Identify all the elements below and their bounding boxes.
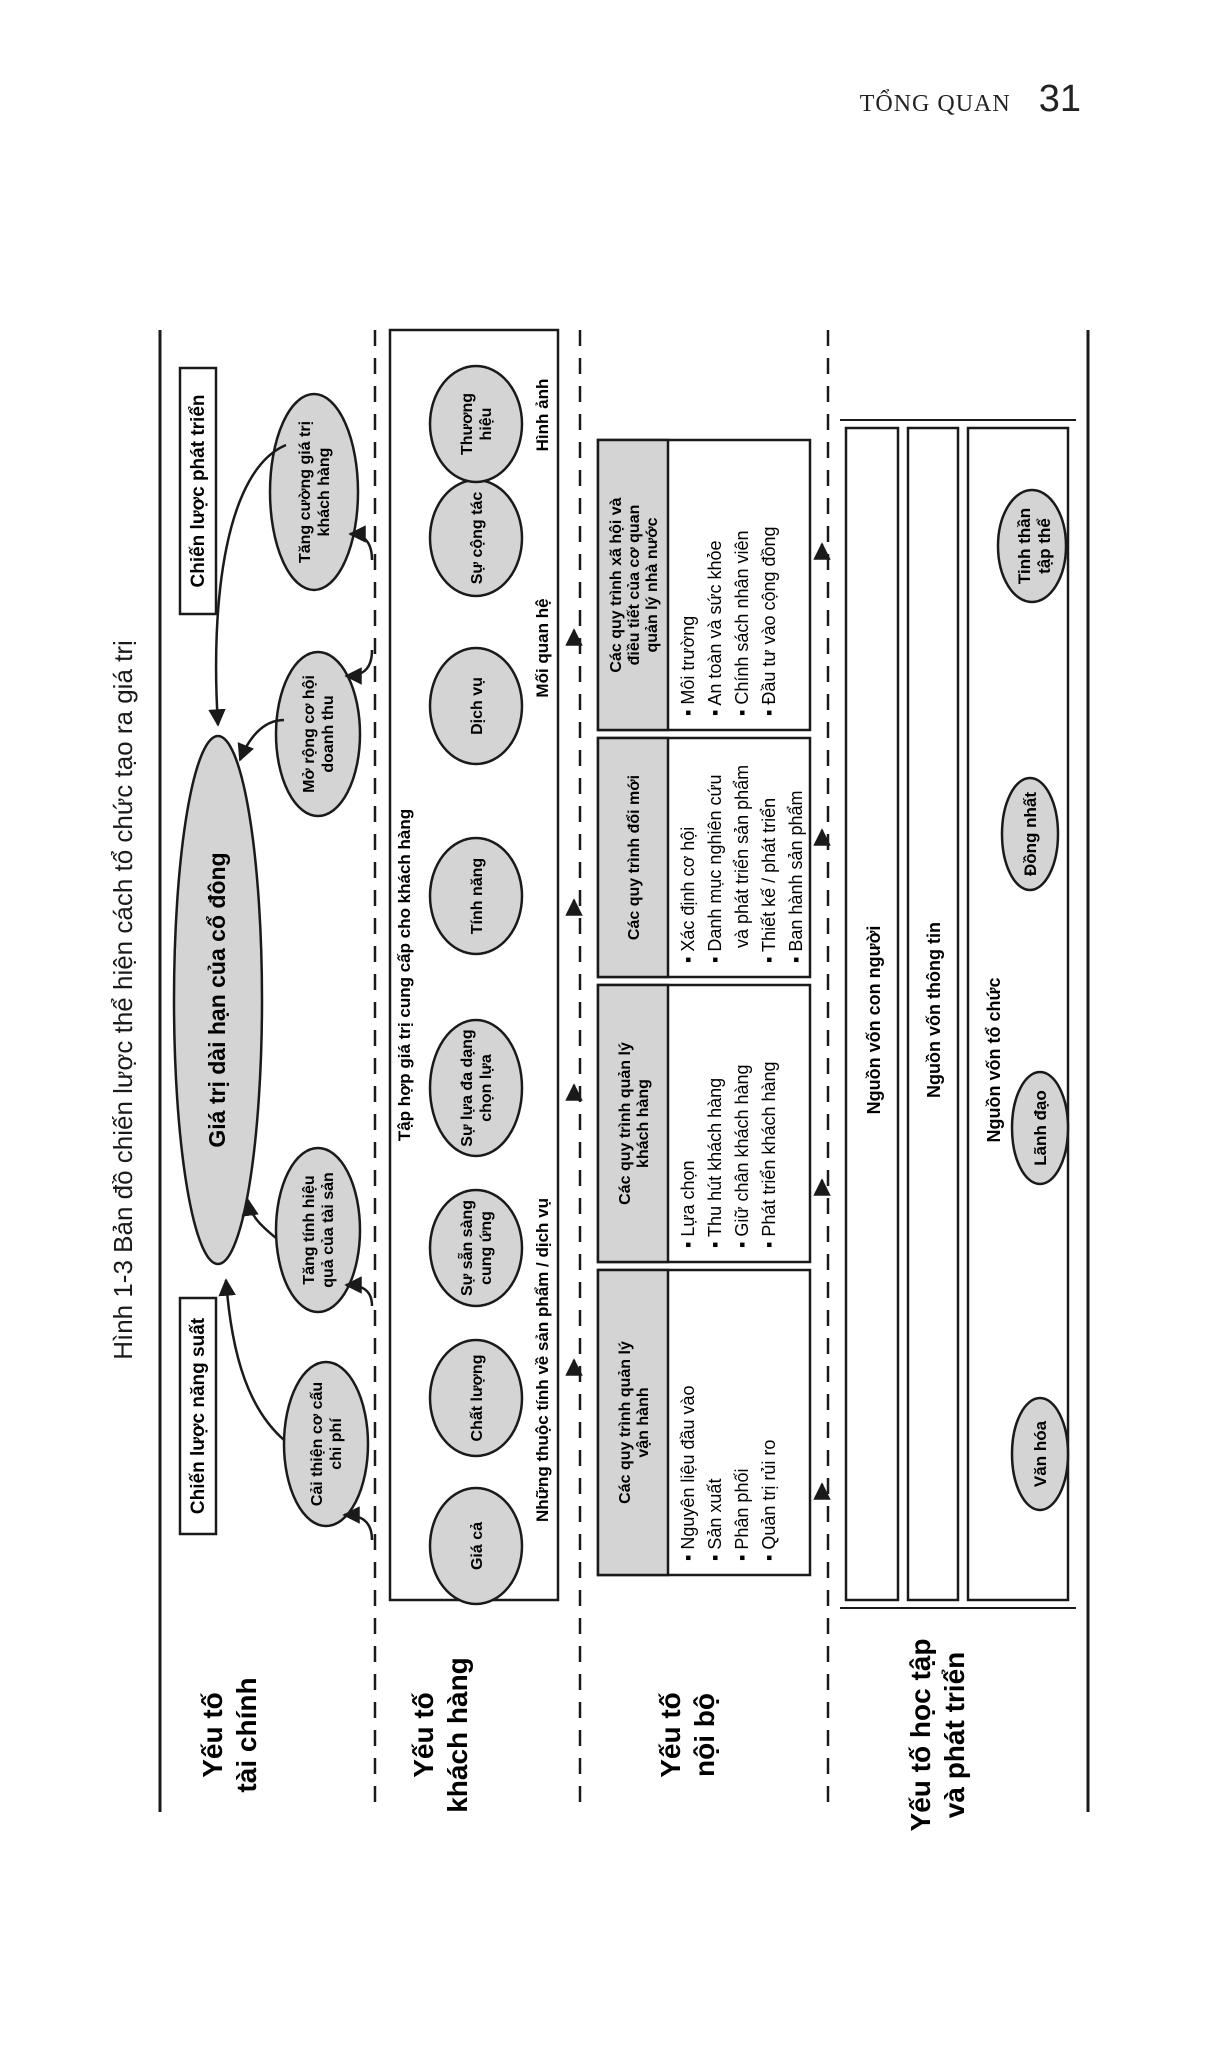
internal-box-operations-item: ▪ Nguyên liệu đầu vào [678, 1385, 698, 1561]
customer-item-service-label: Dịch vụ [469, 677, 486, 735]
customer-item-brand-ellipse [430, 366, 522, 482]
internal-process-boxes [598, 440, 810, 1575]
internal-box-innovation-item: ▪ Danh mục nghiên cứu [705, 774, 725, 963]
row-label-internal: Yếu tố nội bộ [655, 1692, 720, 1778]
internal-box-customer-management-item: ▪ Giữ chân khách hàng [732, 1064, 752, 1248]
teamwork-label: Tinh thầntập thể [1015, 507, 1054, 585]
row-label-learning: Yếu tố học tập và phát triển [905, 1638, 970, 1832]
internal-box-regulatory-social-item: ▪ An toàn và sức khỏe [705, 540, 725, 716]
internal-box-innovation-item: ▪ Ban hành sản phẩm [786, 790, 806, 963]
internal-box-operations-item: ▪ Quản trị rủi ro [759, 1439, 779, 1561]
customer-value-ellipse [270, 394, 358, 590]
productivity-strategy-label: Chiến lược năng suất [188, 1317, 209, 1515]
row-label-financial: Yếu tố tài chính [197, 1677, 262, 1793]
internal-box-regulatory-social-title: Các quy trình xã hội vàđiều tiết của cơ quanquản lý nhà nước [608, 497, 661, 673]
culture-label: Văn hóa [1031, 1420, 1050, 1488]
internal-box-regulatory-social-item: ▪ Đầu tư vào cộng đồng [759, 526, 779, 716]
customer-item-selection-ellipse [430, 1020, 522, 1156]
internal-box-innovation-item: ▪ Thiết kế / phát triển [759, 797, 779, 963]
customer-item-brand-label: Thương hiệu [459, 392, 495, 456]
relationship-label: Mối quan hệ [533, 598, 552, 698]
value-proposition-label: Tập hợp giá trị cung cấp cho khách hàng [395, 808, 414, 1142]
customer-item-selection-label: Sự lựa đa dạng chọn lựa [459, 1029, 495, 1147]
image-label: Hình ảnh [533, 378, 552, 452]
page-number: 31 [1038, 78, 1081, 120]
revenue-opportunities-label: Mở rộng cơ hội doanh thu [301, 675, 337, 793]
internal-box-regulatory-social-item: ▪ Chính sách nhân viên [732, 530, 752, 716]
figure-caption: Hình 1-3 Bản đồ chiến lược thể hiện cách tổ chức tạo ra giá trị [108, 640, 138, 1360]
internal-box-customer-management-item: ▪ Phát triển khách hàng [759, 1061, 779, 1248]
growth-strategy-label: Chiến lược phát triển [188, 394, 209, 588]
customer-item-quality-label: Chất lượng [469, 1354, 486, 1442]
asset-utilization-ellipse [276, 1148, 360, 1312]
organization-capital-label: Nguồn vốn tổ chức [984, 977, 1004, 1143]
human-capital-label: Nguồn vốn con người [864, 925, 884, 1115]
row-label-customer: Yếu tố khách hàng [408, 1657, 473, 1813]
product-attributes-label: Những thuộc tính về sản phẩm / dịch vụ [533, 1198, 552, 1522]
asset-utilization-label: Tăng tính hiệu quả của tài sản [301, 1172, 337, 1288]
internal-box-innovation-title: Các quy trình đổi mới [626, 774, 643, 941]
internal-box-operations-item: ▪ Sản xuất [705, 1478, 725, 1561]
customer-value-label: Tăng cường giá trị khách hàng [297, 420, 333, 564]
internal-box-customer-management-item: ▪ Thu hút khách hàng [705, 1077, 725, 1248]
internal-box-customer-management-title: Các quy trình quản lýkhách hàng [617, 1042, 652, 1205]
customer-item-availability-ellipse [430, 1190, 522, 1306]
internal-box-innovation-item: và phát triển sản phẩm [732, 764, 752, 948]
leadership-label: Lãnh đạo [1031, 1090, 1050, 1166]
cost-structure-label: Cải thiện cơ cấu chi phí [309, 1381, 345, 1507]
customer-item-price-label: Giá cả [469, 1521, 486, 1571]
internal-box-customer-management-item: ▪ Lựa chọn [678, 1160, 698, 1248]
section-title: TỔNG QUAN [859, 91, 1011, 117]
information-capital-label: Nguồn vốn thông tin [924, 922, 944, 1098]
internal-box-operations-item: ▪ Phân phối [732, 1468, 752, 1561]
customer-item-partnership-label: Sự cộng tác [469, 491, 486, 585]
shareholder-value-label: Giá trị dài hạn của cổ đông [204, 852, 230, 1148]
internal-box-innovation-item: ▪ Xác định cơ hội [678, 826, 698, 963]
internal-box-regulatory-social-item: ▪ Môi trường [678, 615, 698, 716]
internal-box-operations-title: Các quy trình quản lývận hành [617, 1341, 652, 1504]
customer-item-functionality-label: Tính năng [469, 857, 486, 935]
alignment-label: Đồng nhất [1021, 791, 1040, 877]
cost-structure-ellipse [284, 1362, 368, 1526]
customer-item-availability-label: Sự sẵn sàng cung ứng [459, 1199, 495, 1297]
